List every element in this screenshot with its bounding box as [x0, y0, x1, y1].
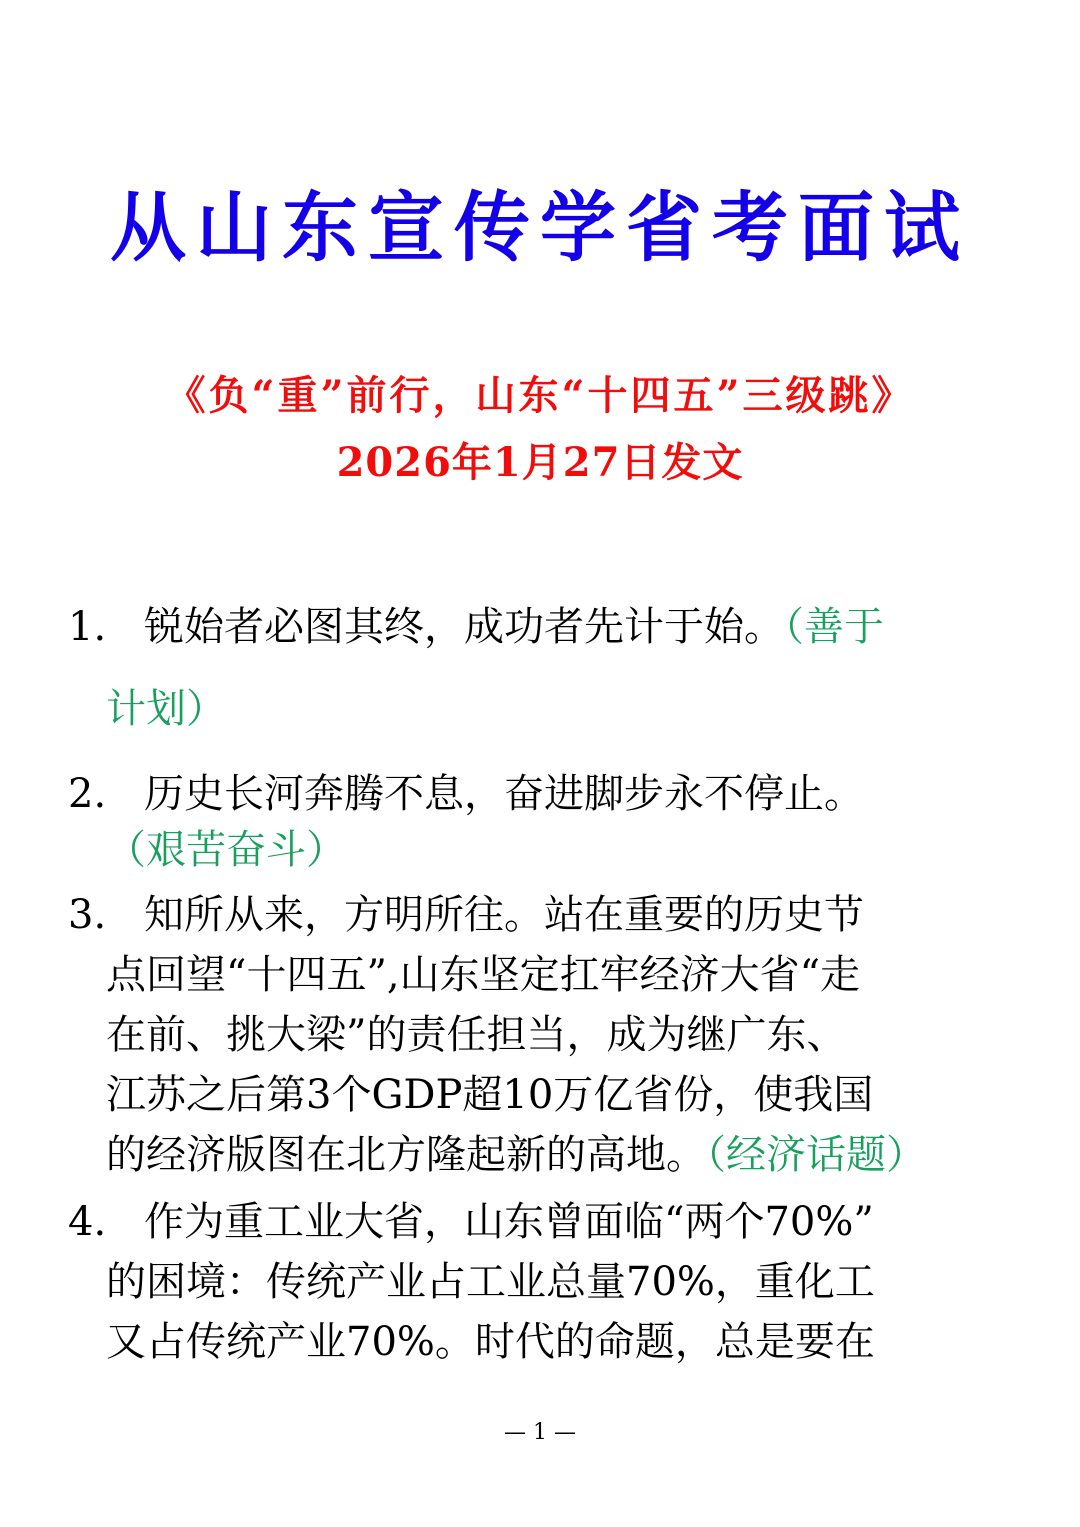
list-item-3	[68, 885, 1058, 1185]
item-note: （善于	[784, 604, 884, 650]
item-line	[68, 597, 1058, 657]
item-note: 计划）	[106, 686, 226, 732]
item-text: 江苏之后第3个GDP超10万亿省份，使我国	[106, 1072, 874, 1118]
page-number: — 1 —	[504, 1420, 576, 1445]
document-title: 从山东宣传学省考面试	[110, 183, 970, 272]
item-text: 的困境：传统产业占工业总量70%，重化工	[106, 1259, 875, 1305]
item-number: 3.	[68, 892, 107, 938]
item-text: 的经济版图在北方隆起新的高地。	[106, 1132, 706, 1178]
list-item-4	[68, 1192, 1058, 1372]
item-number: 4.	[68, 1199, 107, 1245]
item-line	[68, 1125, 1058, 1185]
item-text: 历史长河奔腾不息，奋进脚步永不停止。	[144, 771, 864, 817]
item-number: 1.	[68, 604, 107, 650]
item-note: （艰苦奋斗）	[106, 827, 346, 873]
article-title: 《负“重”前行，山东“十四五”三级跳》	[165, 372, 915, 419]
item-text: 在前、挑大梁”的责任担当，成为继广东、	[106, 1012, 847, 1058]
item-note: （经济话题）	[706, 1132, 926, 1178]
item-text: 知所从来，方明所往。站在重要的历史节	[144, 892, 864, 938]
list-item-1	[68, 597, 1058, 739]
item-number: 2.	[68, 771, 107, 817]
item-text: 作为重工业大省，山东曾面临“两个70%”	[144, 1199, 874, 1245]
item-text: 锐始者必图其终，成功者先计于始。	[144, 604, 784, 650]
item-text: 点回望“十四五”,山东坚定扛牢经济大省“走	[106, 952, 861, 998]
publish-date: 2026年1月27日发文	[336, 439, 744, 486]
item-text: 又占传统产业70%。时代的命题，总是要在	[106, 1319, 875, 1365]
list-item-2	[68, 764, 1058, 880]
